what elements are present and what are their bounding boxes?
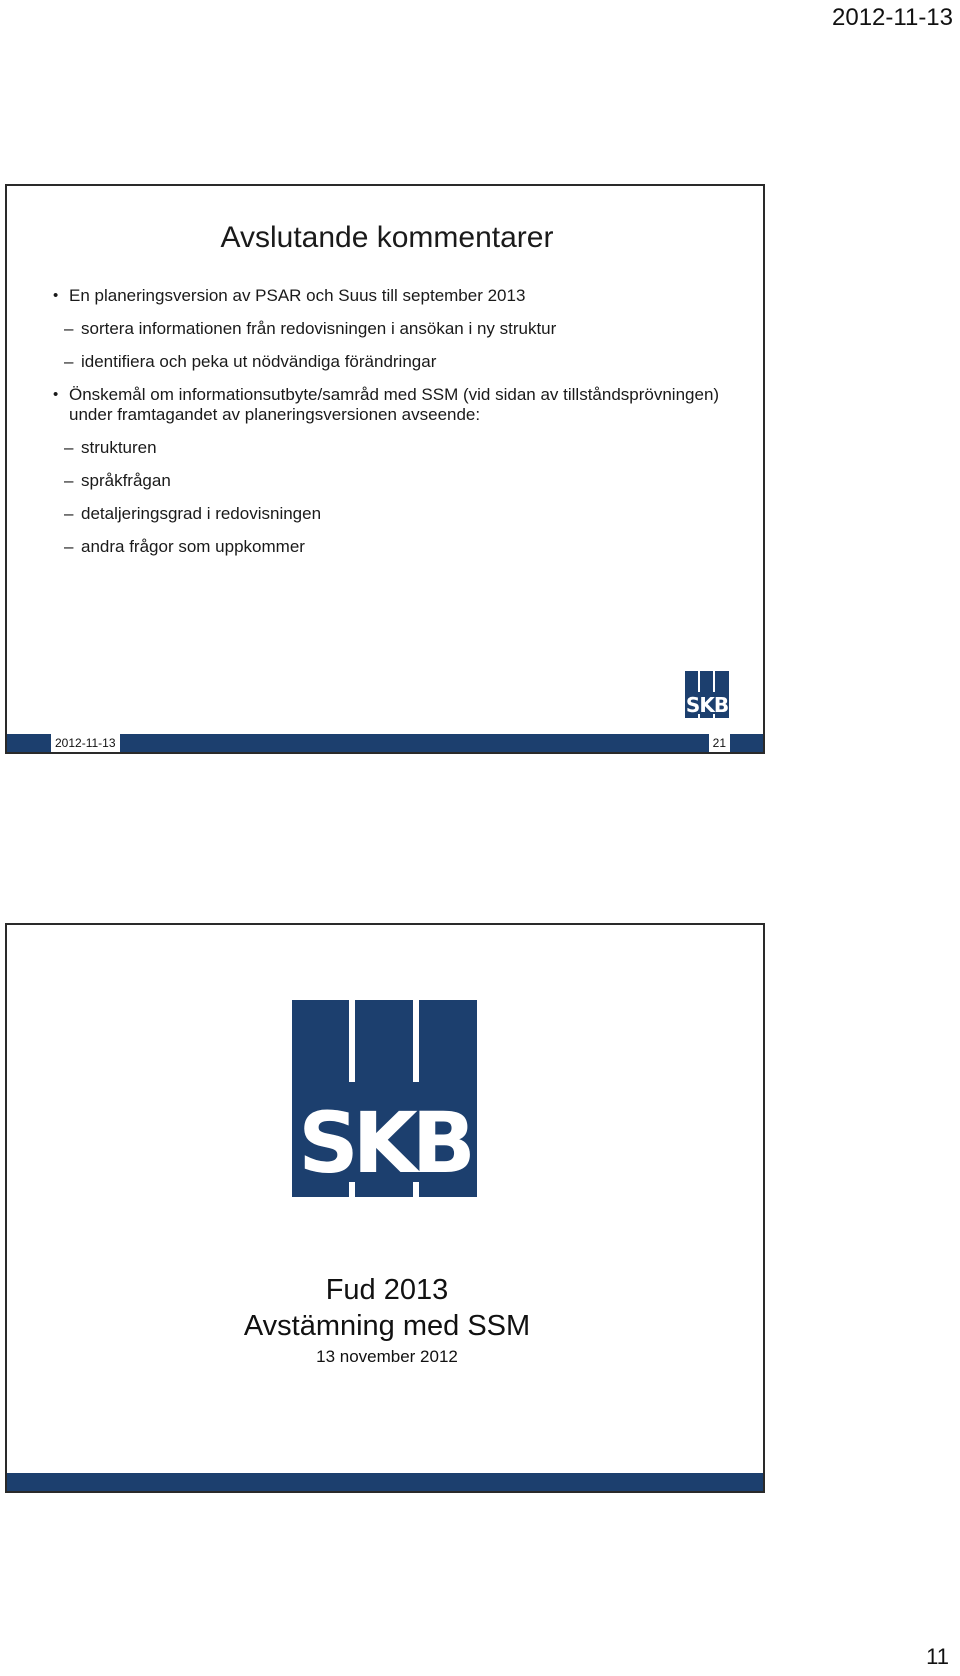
svg-text:SKB: SKB [685,693,729,717]
slide-date-line: 13 november 2012 [316,1347,458,1366]
sub-item: – strukturen [47,438,752,458]
slide-footer-date: 2012-11-13 [51,734,120,752]
sub-item: – andra frågor som uppkommer [47,537,752,557]
sub-item: – språkfrågan [47,471,752,491]
slide-bottom-bar [7,1473,763,1491]
slide-title: Avslutande kommentarer [220,221,554,254]
slide-subtitle-line: Avstämning med SSM [243,1310,531,1342]
bullet-item: • Önskemål om informationsutbyte/samråd med SSM (vid sidan av tillståndsprövningen) under framtagandet av planeringsversionen avseende: [47,385,752,425]
sub-item: – identifiera och peka ut nödvändiga förändringar [47,352,752,372]
slide-fud-2013 [5,923,765,1493]
skb-logo-icon [685,671,729,718]
svg-text:SKB: SKB [298,1094,470,1192]
slide-footer-number: 21 [709,734,730,752]
slide-avslutande-kommentarer [5,184,765,754]
skb-logo-icon [292,1000,477,1197]
slide-bottom-bar [7,734,763,752]
sub-item: – sortera informationen från redovisningen i ansökan i ny struktur [47,319,752,339]
slide-content [47,286,752,570]
sub-item: – detaljeringsgrad i redovisningen [47,504,752,524]
page-header-date: 2012-11-13 [832,4,953,31]
slide-title-line: Fud 2013 [325,1274,449,1306]
page-number: 11 [926,1644,949,1669]
bullet-item: • En planeringsversion av PSAR och Suus till september 2013 [47,286,752,306]
